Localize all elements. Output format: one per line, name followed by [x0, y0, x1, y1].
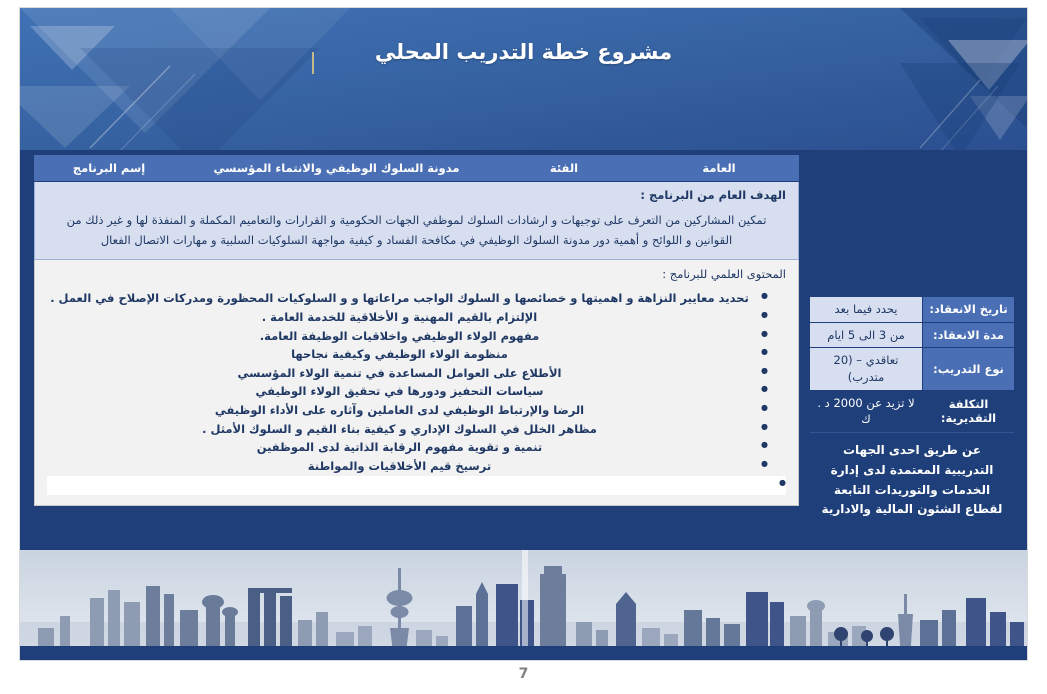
program-table — [34, 155, 799, 506]
skyline-bottom-strip — [20, 646, 1027, 660]
info-value-date: يحدد فيما بعد — [810, 297, 922, 323]
slide-title: مشروع خطة التدريب المحلي — [374, 40, 673, 64]
skyline-svg — [20, 550, 1027, 660]
slide-canvas — [20, 8, 1027, 660]
header-program-name-label: إسم البرنامج — [72, 161, 146, 175]
info-label-training-type: نوع التدريب: — [922, 348, 1014, 390]
list-item: ● الأطلاع على العوامل المساعدة في تنمية الولاء المؤسسي — [47, 364, 768, 383]
info-value-training-type: تعاقدي – (20 متدرب) — [810, 348, 922, 390]
content-label: المحتوى العلمي للبرنامج : — [662, 267, 786, 282]
header-general: العامة — [702, 161, 736, 175]
info-row-training-type — [810, 348, 1014, 390]
banner-decorative-triangles — [20, 8, 1027, 150]
goal-label: الهدف العام من البرنامج : — [640, 188, 786, 202]
info-value-cost: لا تزيد عن 2000 د . ك — [810, 391, 922, 432]
info-row-date — [810, 297, 1014, 323]
list-item: ● مفهوم الولاء الوظيفي واخلاقيات الوظيفة العامة. — [47, 327, 768, 346]
info-label-date: تاريخ الانعقاد: — [922, 297, 1014, 323]
list-item: ● الإلتزام بالقيم المهنية و الأخلاقية للخدمة العامة . — [47, 308, 768, 327]
list-item: ● سياسات التحفيز ودورها في تحقيق الولاء الوظيفي — [47, 382, 768, 401]
list-item: ● الرضا والإرتباط الوظيفي لدى العاملين وآثاره على الأداء الوظيفي — [47, 401, 768, 420]
header-category: الفئة — [549, 161, 579, 175]
info-row-cost — [810, 391, 1014, 432]
program-info-table — [809, 296, 1015, 530]
list-item: ● منظومة الولاء الوظيفي وكيفية نجاحها — [47, 345, 768, 364]
program-goal-section — [34, 182, 799, 260]
goal-text: تمكين المشاركين من التعرف على توجيهات و ارشادات السلوك لموظفي الجهات الحكومية و القرارات والتعاميم المكملة و المنفذة لها و غير ذلك من القوانين و اللوائح و أهمية دور مدونة السلوك الوظيفي في مكافحة الفساد و كيفية مواجهة السلوكيات السلبية و مهارات الاتصال الفعال — [66, 213, 767, 248]
list-item: ● مظاهر الخلل في السلوك الإداري و كيفية بناء القيم و السلوك الأمثل . — [47, 420, 768, 439]
list-item: ● ترسيخ قيم الأخلاقيات والمواطنة — [47, 457, 768, 476]
page-number: 7 — [518, 666, 529, 682]
list-item: ● تحديد معايير النزاهة و اهميتها و خصائصها و السلوك الواجب مراعاتها و و السلوكيات المحظورة ومدركات الإصلاح في العمل . — [47, 289, 768, 308]
info-provider-note: عن طريق احدى الجهات التدريبية المعتمدة لدى إدارة الخدمات والتوريدات التابعة لقطاع الشئون المالية والادارية — [810, 432, 1014, 529]
list-item: ● تنمية و تقوية مفهوم الرقابة الذاتية لدى الموظفين — [47, 438, 768, 457]
program-content-section — [34, 260, 799, 506]
list-item-empty — [47, 476, 786, 495]
program-table-header-row — [34, 155, 799, 182]
header-program-title: مدونة السلوك الوظيفي والانتماء المؤسسي — [213, 161, 460, 175]
info-value-duration: من 3 الى 5 ايام — [810, 323, 922, 349]
city-skyline-illustration — [20, 550, 1027, 660]
slide-banner — [20, 8, 1027, 150]
info-label-cost: التكلفة التقديرية: — [922, 391, 1014, 432]
content-bullet-list — [47, 289, 786, 494]
info-label-duration: مدة الانعقاد: — [922, 323, 1014, 349]
info-row-duration — [810, 323, 1014, 349]
